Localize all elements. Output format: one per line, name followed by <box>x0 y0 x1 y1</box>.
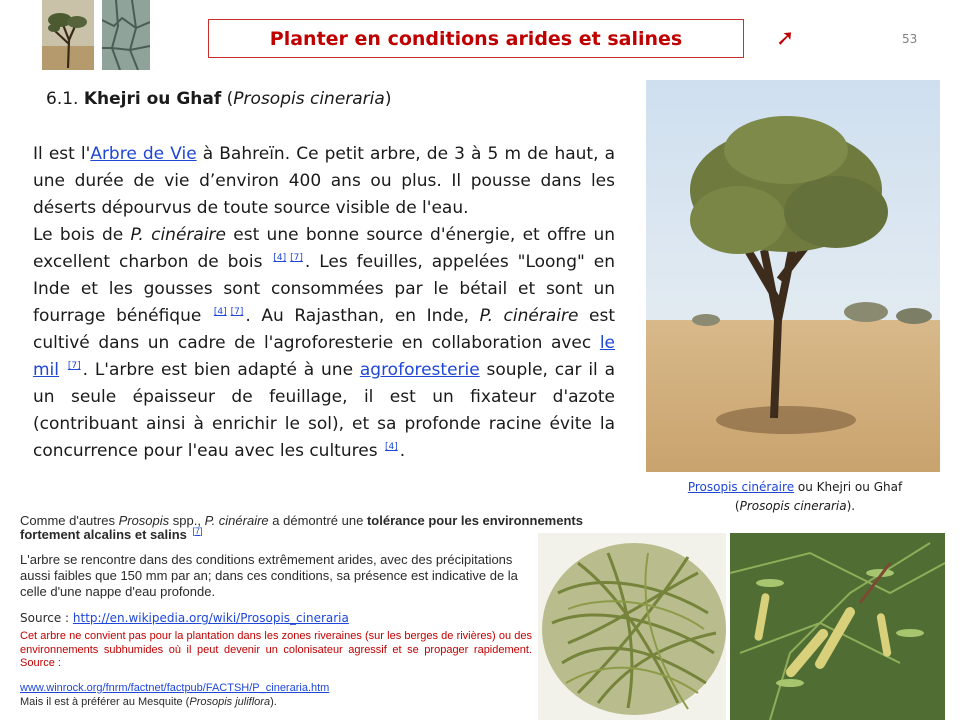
section-number: 6.1. <box>46 89 79 109</box>
paragraph-intro: Il est l'Arbre de Vie à Bahreïn. Ce petit arbre, de 3 à 5 m de haut, a une durée de vie d’environ 400 ans ou plus. Il pousse dans les déserts dépourvus de toute source visible de l'eau. <box>33 144 615 218</box>
section-latin-name: Prosopis cineraria <box>233 89 385 109</box>
section-heading: 6.1. Khejri ou Ghaf (Prosopis cineraria) <box>46 89 392 109</box>
section-name: Khejri ou Ghaf <box>83 89 222 109</box>
header-thumbnail-cracked-soil <box>102 0 150 70</box>
ref-link[interactable]: [7] <box>67 361 81 372</box>
link-le-mil[interactable]: le mil <box>33 333 615 380</box>
link-agroforesterie[interactable]: agroforesterie <box>359 360 480 380</box>
header-thumbnail-tree <box>42 0 94 70</box>
caption-link[interactable]: Prosopis cinéraire <box>687 480 795 494</box>
ref-link[interactable]: [4] <box>273 253 287 264</box>
photo-caption: Prosopis cinéraire ou Khejri ou Ghaf (Prosopis cineraria). <box>687 480 903 513</box>
slide-title-box <box>208 19 744 58</box>
note-warning: Cet arbre ne convient pas pour la plantation dans les zones riveraines (sur les berges de rivières) ou des environnements subhumides où il peut devenir un colonisateur agressif et se propager rapidement. Source : <box>20 630 532 669</box>
seed-pods-photo <box>538 533 726 720</box>
arrow-up-right-icon[interactable]: ➚ <box>776 26 795 51</box>
source-wikipedia: Source : http://en.wikipedia.org/wiki/Prosopis_cineraria <box>20 611 349 625</box>
note-arid-conditions: L'arbre se rencontre dans des conditions extrêmement arides, avec des précipitations aussi faibles que 150 mm par an; dans ces conditions, sa présence est indicative de la celle d'une nappe d'eau profonde. <box>20 552 518 599</box>
source-winrock-link[interactable]: www.winrock.org/fnrm/factnet/factpub/FACTSH/P_cineraria.htm <box>20 682 330 694</box>
link-arbre-de-vie[interactable]: Arbre de Vie <box>90 144 197 164</box>
leaves-flowers-photo <box>730 533 945 720</box>
ref-link[interactable]: [4] <box>384 442 398 453</box>
ref-link[interactable]: [7] <box>230 307 244 318</box>
ref-link[interactable]: [4] <box>213 307 227 318</box>
source-winrock <box>20 682 329 694</box>
prosopis-tree-photo <box>646 80 940 472</box>
slide-title: Planter en conditions arides et salines <box>269 27 683 50</box>
ref-link[interactable]: [7] <box>192 525 203 536</box>
note-mesquite: Mais il est à préférer au Mesquite (Prosopis juliflora). <box>20 696 277 708</box>
source-wikipedia-link[interactable]: http://en.wikipedia.org/wiki/Prosopis_cineraria <box>72 611 349 625</box>
main-text <box>33 141 615 465</box>
note-salinity: Comme d'autres Prosopis spp., P. cinéraire a démontré une tolérance pour les environnements fortement alcalins et salins [7] <box>20 513 583 542</box>
page-number: 53 <box>902 32 918 46</box>
ref-link[interactable]: [7] <box>290 253 303 264</box>
paragraph-uses: Le bois de P. cinéraire est une bonne source d'énergie, et offre un excellent charbon de bois [4] [7] . Les feuilles, appelées "Loong" en Inde et les gousses sont consommées par le bétail et sont un fourrage bénéfique [4] [7] . Au Rajasthan, en Inde, P. cinéraire est cultivé dans un cadre de l'agroforesterie en collaboration avec le mil [7] . L'arbre est bien adapté à une agroforesterie souple, car il a un seule épaisseur de feuillage, il est un fixateur d'azote (contribuant ainsi à enrichir le sol), et sa profonde racine évite la concurrence pour l'eau avec les cultures [4] . <box>33 225 616 461</box>
